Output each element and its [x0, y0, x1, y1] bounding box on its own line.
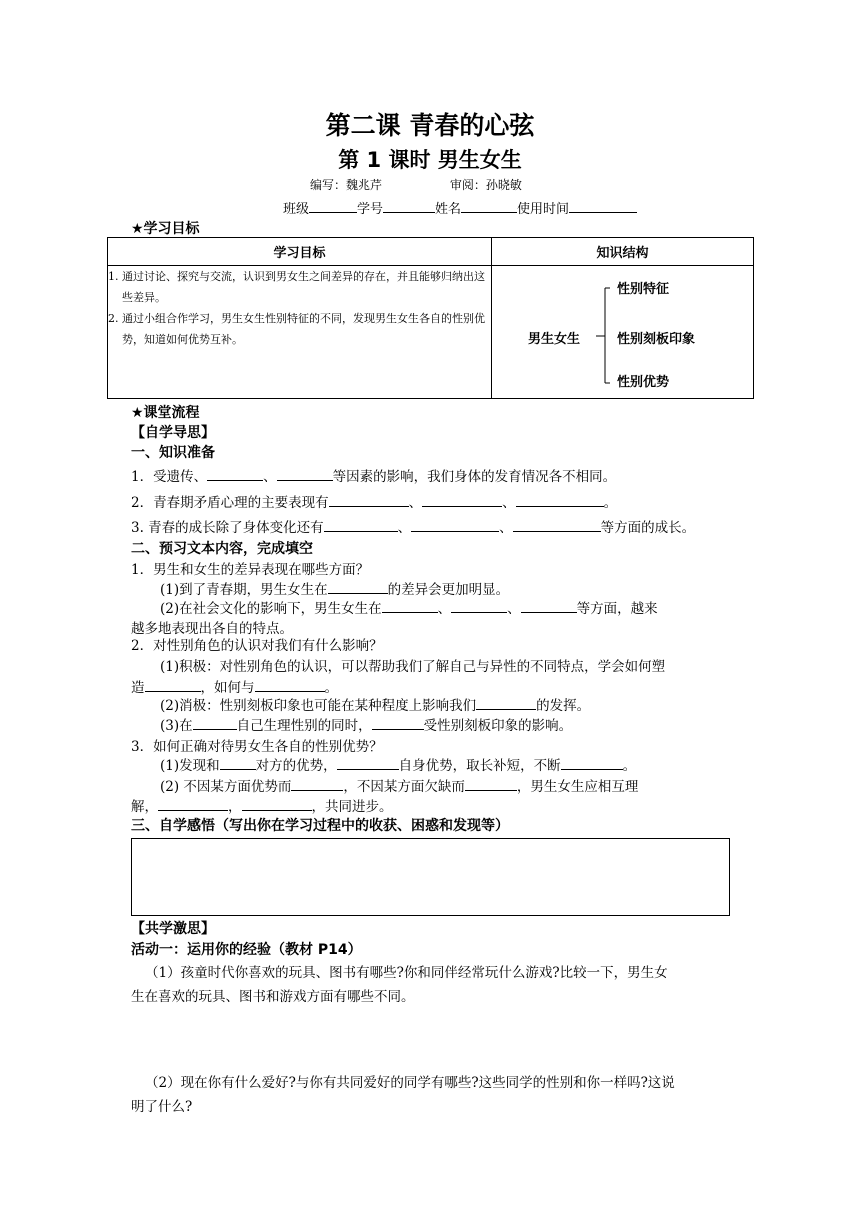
goal-list	[108, 266, 492, 399]
goal-item: 1. 通过讨论、探究与交流，认识到男女生之间差异的存在，并且能够归纳出这些差异。	[108, 270, 485, 304]
part2-q2-c: (3)在 自己生理性别的同时， 受性别刻板印象的影响。	[160, 718, 573, 734]
reviewer-credit: 审阅：孙晓敏	[449, 178, 522, 192]
fill-blank[interactable]	[277, 468, 333, 481]
fill-blank[interactable]	[242, 798, 312, 811]
reflection-box[interactable]	[131, 838, 730, 916]
fill-blank[interactable]	[291, 778, 343, 791]
fill-blank[interactable]	[516, 494, 604, 507]
fill-blank[interactable]	[476, 697, 536, 710]
lesson-title: 第二课 青春的心弦	[325, 111, 535, 140]
student-info-row	[283, 198, 637, 217]
goal-item: 2. 通过小组合作学习，男生女生性别特征的不同，发现男生女生各自的性别优势，知道如何优势互补。	[108, 312, 485, 346]
fill-blank[interactable]	[255, 679, 325, 692]
fill-blank[interactable]	[220, 757, 256, 770]
self-study-label: 【自学导思】	[131, 425, 215, 441]
fill-blank[interactable]	[328, 581, 388, 594]
objectives-table	[107, 237, 754, 399]
part2-q3-b-cont: 解， ， ，共同进步。	[131, 799, 393, 815]
student-no-blank[interactable]	[383, 200, 435, 213]
fill-blank[interactable]	[465, 778, 517, 791]
fill-blank[interactable]	[337, 757, 399, 770]
name-label: 姓名	[435, 202, 462, 217]
class-blank[interactable]	[309, 200, 357, 213]
part2-q2-b: (2)消极：性别刻板印象也可能在某种程度上影响我们 的发挥。	[160, 698, 591, 714]
part2-q1-a: (1)到了青春期，男生女生在 的差异会更加明显。	[160, 582, 510, 598]
part2-q3-b: (2) 不因某方面优势而 ，不因某方面欠缺而 ，男生女生应相互理	[160, 779, 639, 795]
activity-1-q2: （2）现在你有什么爱好?与你有共同爱好的同学有哪些?这些同学的性别和你一样吗?这说	[145, 1075, 675, 1091]
structure-branch: 性别特征	[617, 282, 670, 297]
part3-title: 三、自学感悟（写出你在学习过程中的收获、困惑和发现等）	[131, 818, 509, 834]
knowledge-structure	[492, 266, 754, 399]
flow-section-label: ★课堂流程	[131, 405, 200, 421]
part2-question-2: 2．对性别角色的认识对我们有什么影响？	[131, 638, 383, 654]
use-time-blank[interactable]	[569, 200, 637, 213]
fill-blank[interactable]	[145, 679, 201, 692]
fill-blank[interactable]	[411, 519, 499, 532]
objectives-section-label: ★学习目标	[131, 221, 200, 237]
use-time-label: 使用时间	[517, 202, 570, 217]
part2-question-3: 3．如何正确对待男女生各自的性别优势？	[131, 739, 383, 755]
part2-q3-a: (1)发现和 对方的优势， 自身优势，取长补短，不断 。	[160, 758, 637, 774]
structure-root: 男生女生	[528, 332, 581, 347]
fill-blank[interactable]	[324, 519, 398, 532]
fill-blank[interactable]	[422, 494, 502, 507]
fill-blank[interactable]	[193, 717, 237, 730]
fill-blank[interactable]	[207, 468, 263, 481]
activity-1-q1-cont: 生在喜欢的玩具、图书和游戏方面有哪些不同。	[131, 989, 415, 1005]
lesson-subtitle: 第 1 课时 男生女生	[338, 148, 522, 172]
part2-q2-a: (1)积极：对性别角色的认识，可以帮助我们了解自己与异性的不同特点，学会如何塑	[160, 659, 666, 675]
part1-title: 一、知识准备	[131, 445, 215, 461]
part2-title: 二、预习文本内容，完成填空	[131, 541, 313, 557]
fill-blank[interactable]	[158, 798, 228, 811]
question-1: 1．受遗传、 、 等因素的影响，我们身体的发育情况各不相同。	[131, 469, 617, 485]
class-label: 班级	[283, 202, 310, 217]
fill-blank[interactable]	[451, 600, 507, 613]
author-line	[310, 176, 586, 193]
structure-branch: 性别刻板印象	[617, 332, 696, 347]
question-3: 3. 青春的成长除了身体变化还有 、 、 等方面的成长。	[131, 520, 696, 536]
goal-column-header: 学习目标	[108, 238, 492, 266]
student-no-label: 学号	[357, 202, 384, 217]
editor-credit: 编写：魏兆芹	[310, 178, 383, 192]
activity-1-q1: （1）孩童时代你喜欢的玩具、图书有哪些?你和同伴经常玩什么游戏?比较一下，男生女	[145, 965, 668, 981]
fill-blank[interactable]	[521, 600, 577, 613]
part2-q1-b: (2)在社会文化的影响下，男生女生在 、 、 等方面，越来	[160, 601, 658, 617]
fill-blank[interactable]	[329, 494, 409, 507]
fill-blank[interactable]	[382, 600, 438, 613]
fill-blank[interactable]	[561, 757, 623, 770]
name-blank[interactable]	[461, 200, 517, 213]
fill-blank[interactable]	[513, 519, 601, 532]
question-2: 2．青春期矛盾心理的主要表现有 、 、 。	[131, 495, 618, 511]
activity-1-title: 活动一：运用你的经验（教材 P14）	[131, 942, 362, 958]
part2-q2-a-cont: 造 ，如何与 。	[131, 680, 338, 696]
part2-question-1: 1．男生和女生的差异表现在哪些方面？	[131, 562, 370, 578]
structure-branch: 性别优势	[617, 375, 670, 390]
fill-blank[interactable]	[372, 717, 424, 730]
cooperative-label: 【共学激思】	[131, 921, 215, 937]
part2-q1-b-cont: 越多地表现出各自的特点。	[131, 621, 293, 637]
activity-1-q2-cont: 明了什么?	[131, 1099, 193, 1115]
structure-column-header: 知识结构	[492, 238, 754, 266]
